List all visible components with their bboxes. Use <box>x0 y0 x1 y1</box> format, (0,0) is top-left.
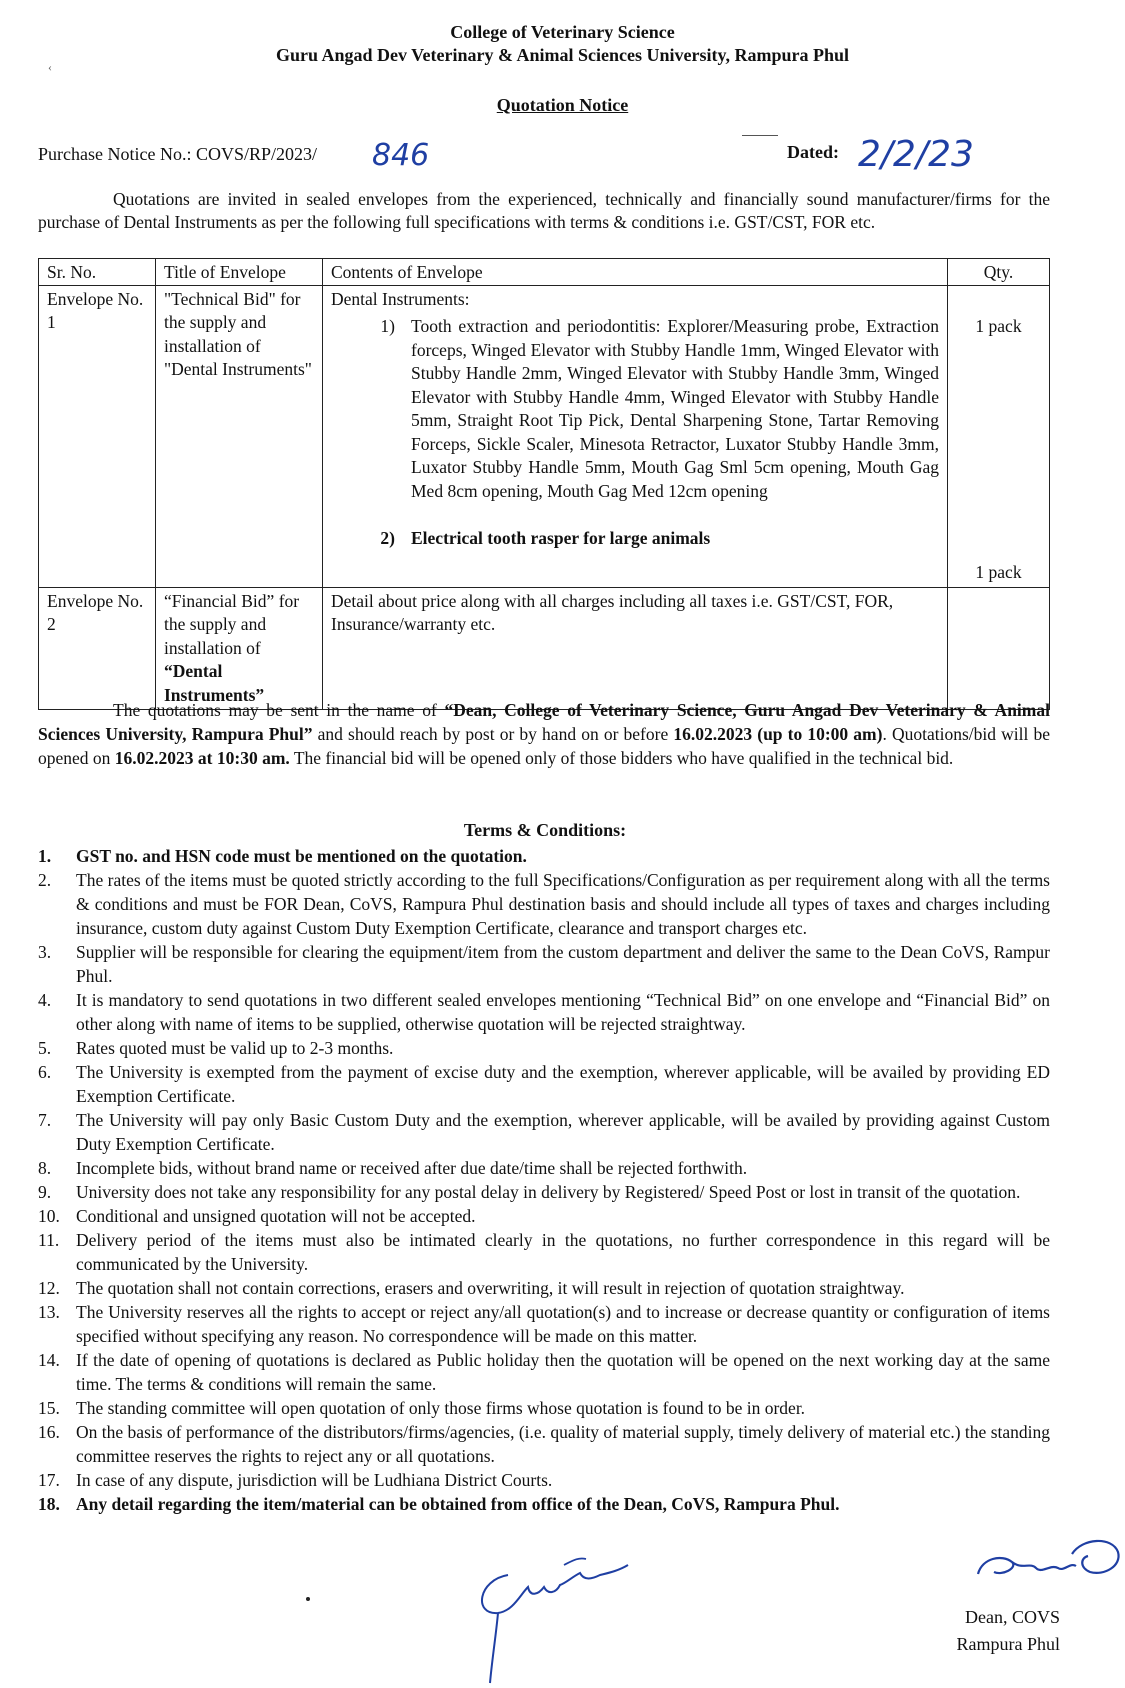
header-title: Title of Envelope <box>156 259 323 286</box>
term-number: 12. <box>38 1278 60 1298</box>
after-text-3: . Quotations/bid will be opened on <box>38 724 1050 768</box>
list-item <box>331 527 939 551</box>
term-number: 3. <box>38 942 52 962</box>
university-name: Guru Angad Dev Veterinary & Animal Sciences University, Rampura Phul <box>275 45 850 65</box>
item-number: 2) <box>380 528 395 548</box>
list-item <box>38 1180 1050 1204</box>
after-bold-2: 16.02.2023 (up to 10:00 am) <box>673 724 883 744</box>
term-text: Conditional and unsigned quotation will not be accepted. <box>76 1206 476 1226</box>
after-text-1: The quotations may be sent in the name of <box>113 700 445 720</box>
term-text: The University is exempted from the payment of excise duty and the exemption, wherever applicable, will be availed by providing ED Exemption Certificate. <box>76 1062 1050 1106</box>
purchase-notice-label: Purchase Notice No.: COVS/RP/2023/ <box>38 144 317 164</box>
ink-dot <box>306 1597 310 1601</box>
dated-label: Dated: <box>787 142 839 162</box>
list-item <box>38 868 1050 940</box>
after-text-2: and should reach by post or by hand on or before <box>312 724 674 744</box>
term-text: On the basis of performance of the distributors/firms/agencies, (i.e. quality of material supply, timely delivery of material etc.) the standing committee reserves the rights to reject any or all quotations. <box>76 1422 1050 1466</box>
contents-heading: Dental Instruments: <box>331 288 470 309</box>
qty-value: 1 pack <box>975 562 1022 582</box>
college-name: College of Veterinary Science <box>450 22 675 42</box>
list-item <box>38 1492 1050 1516</box>
qty-value: 1 pack <box>975 315 1022 336</box>
list-item <box>38 1228 1050 1276</box>
list-item <box>38 1036 1050 1060</box>
term-text: Supplier will be responsible for clearing the equipment/item from the custom department and deliver the same to the Dean CoVS, Rampur Phul. <box>76 942 1050 986</box>
term-text: The quotation shall not contain corrections, erasers and overwriting, it will result in rejection of quotation straightway. <box>76 1278 905 1298</box>
list-item <box>38 1156 1050 1180</box>
purchase-notice-number <box>38 144 317 165</box>
term-number: 16. <box>38 1422 60 1442</box>
term-number: 14. <box>38 1350 60 1370</box>
handwritten-signature-left <box>468 1535 633 1685</box>
table-header-row <box>39 259 1050 286</box>
handwritten-date: 2/2/23 <box>858 134 974 175</box>
envelope-1-qty <box>948 285 1050 587</box>
item-number: 1) <box>380 316 395 336</box>
envelope-1-sr: Envelope No. 1 <box>39 285 156 587</box>
after-text-4: The financial bid will be opened only of those bidders who have qualified in the technical bid. <box>289 748 954 768</box>
signatory-location: Rampura Phul <box>956 1634 1060 1654</box>
signatory-title: Dean, COVS <box>965 1607 1060 1627</box>
term-text: Any detail regarding the item/material can be obtained from office of the Dean, CoVS, Rampura Phul. <box>76 1494 840 1514</box>
handwritten-notice-number: 846 <box>372 138 430 173</box>
scan-mark: ‹ <box>48 60 52 74</box>
list-item <box>38 988 1050 1036</box>
terms-heading: Terms & Conditions: <box>463 820 627 840</box>
envelope-2-contents: Detail about price along with all charges including all taxes i.e. GST/CST, FOR, Insurance/warranty etc. <box>323 587 948 710</box>
term-number: 18. <box>38 1494 60 1514</box>
terms-list <box>38 844 1050 1516</box>
list-item <box>38 1468 1050 1492</box>
term-number: 9. <box>38 1182 52 1202</box>
envelope-2-sr: Envelope No. 2 <box>39 587 156 710</box>
term-text: The rates of the items must be quoted strictly according to the full Specifications/Configuration as per requirement along with all the terms & conditions and must be FOR Dean, CoVS, Rampura Phul destination basis and should include all types of taxes and charges including insurance, custom duty against Custom Duty Exemption Certificate, clearance and transport charges etc. <box>76 870 1050 938</box>
list-item <box>38 1108 1050 1156</box>
header-qty: Qty. <box>948 259 1050 286</box>
list-item <box>38 844 1050 868</box>
list-item <box>38 1420 1050 1468</box>
item-text: Electrical tooth rasper for large animals <box>411 528 711 548</box>
term-text: It is mandatory to send quotations in two different sealed envelopes mentioning “Technical Bid” on one envelope and “Financial Bid” on other along with name of items to be supplied, otherwise quotation will be rejected straightway. <box>76 990 1050 1034</box>
list-item <box>38 1348 1050 1396</box>
table-row <box>39 587 1050 710</box>
term-text: Incomplete bids, without brand name or received after due date/time shall be rejected forthwith. <box>76 1158 748 1178</box>
term-number: 4. <box>38 990 52 1010</box>
list-item <box>331 315 939 503</box>
envelope-2-qty <box>948 587 1050 710</box>
table-row <box>39 285 1050 587</box>
list-item <box>38 1276 1050 1300</box>
term-text: The University will pay only Basic Custom Duty and the exemption, wherever applicable, will be availed by providing against Custom Duty Exemption Certificate. <box>76 1110 1050 1154</box>
list-item <box>38 1060 1050 1108</box>
list-item <box>38 1300 1050 1348</box>
handwritten-signature-right <box>972 1532 1122 1592</box>
term-number: 7. <box>38 1110 52 1130</box>
submission-paragraph <box>38 698 1050 770</box>
after-bold-3: 16.02.2023 at 10:30 am. <box>114 748 290 768</box>
term-number: 15. <box>38 1398 60 1418</box>
list-item <box>38 1396 1050 1420</box>
header-contents: Contents of Envelope <box>323 259 948 286</box>
term-number: 2. <box>38 870 52 890</box>
term-number: 13. <box>38 1302 60 1322</box>
envelope-2-title <box>156 587 323 710</box>
term-number: 11. <box>38 1230 60 1250</box>
term-text: University does not take any responsibility for any postal delay in delivery by Registered/ Speed Post or lost in transit of the quotation. <box>76 1182 1021 1202</box>
envelope-2-title-text: “Financial Bid” for the supply and installation of <box>164 590 300 658</box>
term-text: GST no. and HSN code must be mentioned on the quotation. <box>76 846 527 866</box>
page-title: Quotation Notice <box>496 95 629 115</box>
term-text: If the date of opening of quotations is declared as Public holiday then the quotation will be opened on the next working day at the same time. The terms & conditions will remain the same. <box>76 1350 1050 1394</box>
item-text: Tooth extraction and periodontitis: Explorer/Measuring probe, Extraction forceps, Winged Elevator with Stubby Handle 1mm, Winged Elevator with Stubby Handle 2mm, Winged Elevator with Stubby Handle 3mm, Winged Elevator with Stubby Handle 4mm, Winged Elevator with Stubby Handle 5mm, Straight Root Tip Pick, Dental Sharpening Stone, Tartar Removing Forceps, Sickle Scaler, Minesota Retractor, Luxator Stubby Handle 3mm, Luxator Stubby Handle 5mm, Mouth Gag Sml 5cm opening, Mouth Gag Med 8cm opening, Mouth Gag Med 12cm opening <box>411 316 939 501</box>
term-text: The standing committee will open quotation of only those firms whose quotation is found to be in order. <box>76 1398 806 1418</box>
term-text: In case of any dispute, jurisdiction will be Ludhiana District Courts. <box>76 1470 553 1490</box>
intro-paragraph: Quotations are invited in sealed envelopes from the experienced, technically and financially sound manufacturer/firms for the purchase of Dental Instruments as per the following full specifications with terms & conditions i.e. GST/CST, FOR etc. <box>38 189 1050 232</box>
envelope-2-title-bold: “Dental Instruments” <box>164 661 265 705</box>
list-item <box>38 1204 1050 1228</box>
envelope-1-title: "Technical Bid" for the supply and installation of "Dental Instruments" <box>156 285 323 587</box>
term-text: The University reserves all the rights to accept or reject any/all quotation(s) and to increase or decrease quantity or configuration of items specified without specifying any reason. No correspondence will be made on this matter. <box>76 1302 1050 1346</box>
term-number: 8. <box>38 1158 52 1178</box>
term-number: 17. <box>38 1470 60 1490</box>
envelope-table <box>38 258 1050 710</box>
term-number: 10. <box>38 1206 60 1226</box>
signatory-block <box>900 1604 1060 1658</box>
after-bold-1: “Dean, College of Veterinary Science, Guru Angad Dev Veterinary & Animal Sciences University, Rampura Phul” <box>38 700 1050 744</box>
term-number: 5. <box>38 1038 52 1058</box>
term-text: Delivery period of the items must also be intimated clearly in the quotations, no further correspondence in this regard will be communicated by the University. <box>76 1230 1050 1274</box>
header-sr-no: Sr. No. <box>39 259 156 286</box>
list-item <box>38 940 1050 988</box>
term-number: 1. <box>38 846 52 866</box>
term-number: 6. <box>38 1062 52 1082</box>
divider <box>742 135 778 136</box>
envelope-1-contents <box>323 285 948 587</box>
term-text: Rates quoted must be valid up to 2-3 months. <box>76 1038 394 1058</box>
